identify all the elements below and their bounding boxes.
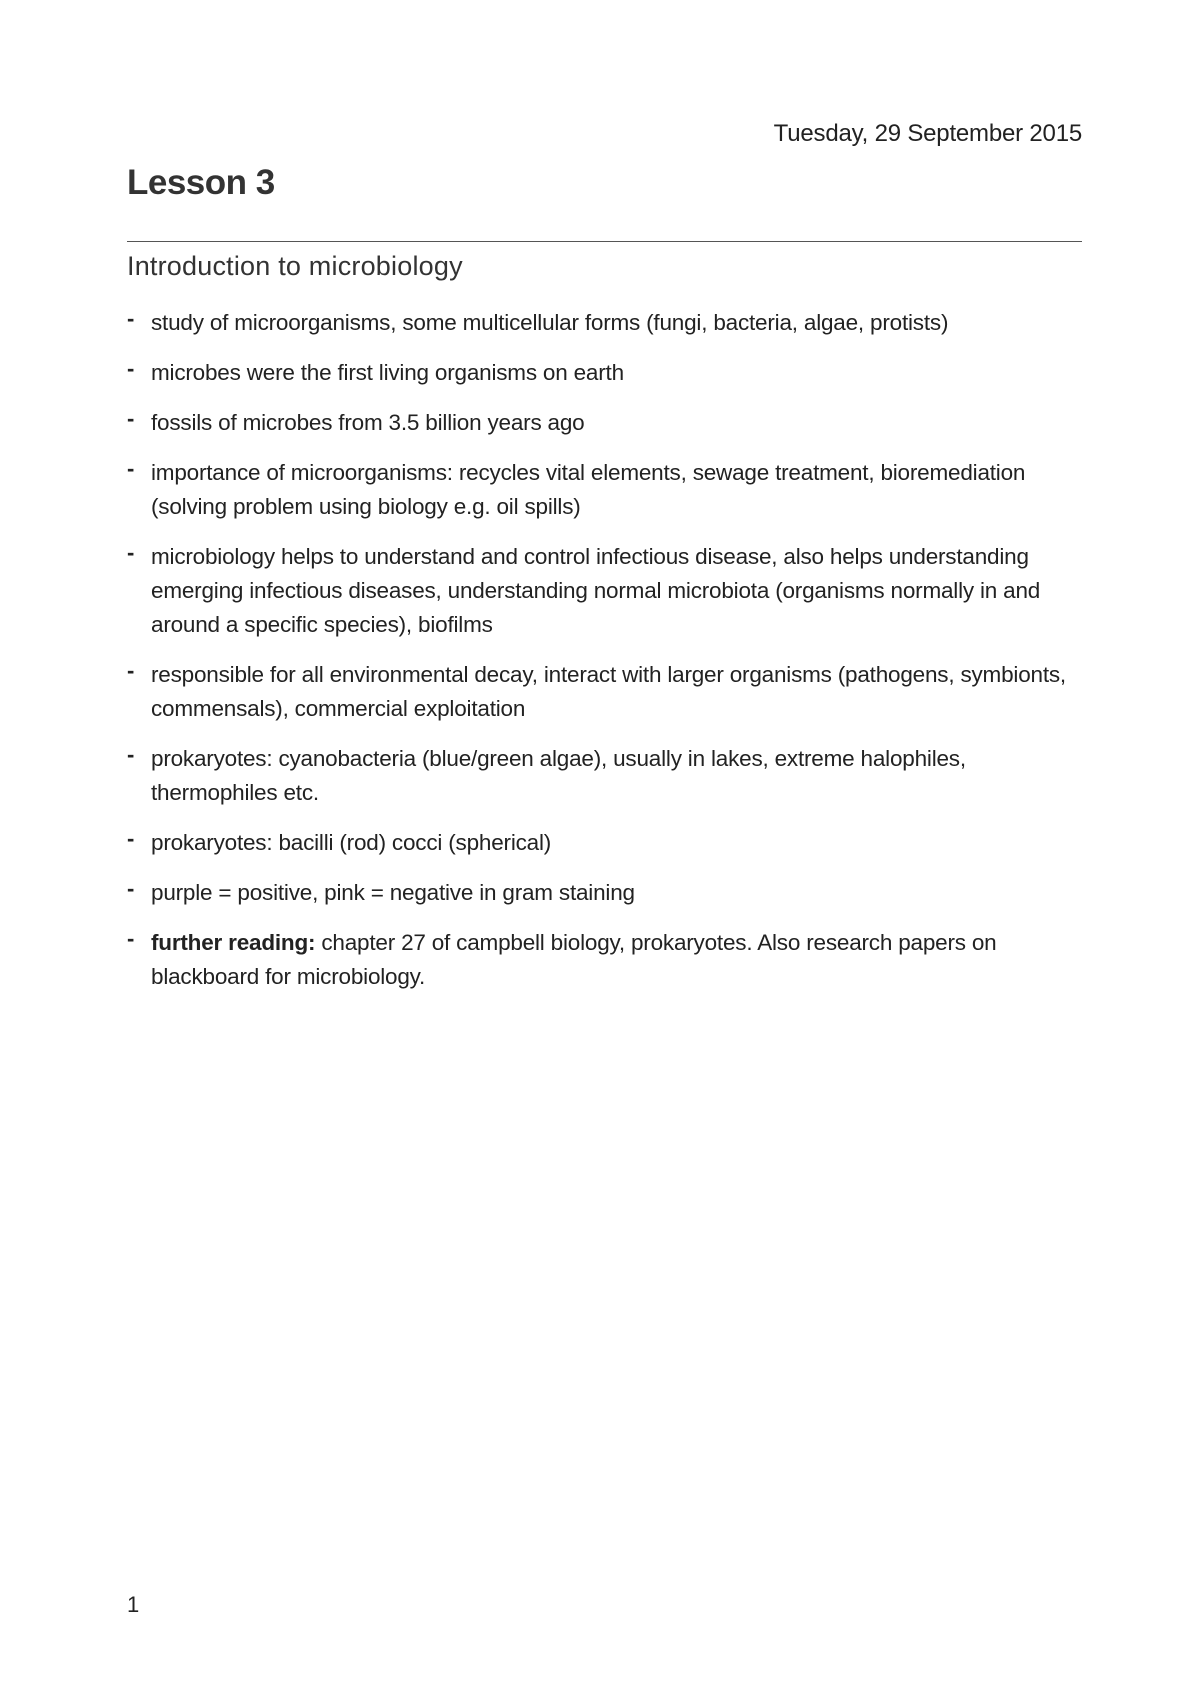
bullet-dash: - <box>127 926 135 951</box>
item-text: purple = positive, pink = negative in gram staining <box>151 880 635 905</box>
item-text: microbiology helps to understand and control infectious disease, also helps understanding emerging infectious diseases, understanding normal microbiota (organisms normally in and around a specific species), biofilms <box>151 544 1041 637</box>
list-item <box>127 456 1087 524</box>
bullet-dash: - <box>127 658 135 683</box>
page-title: Lesson 3 <box>127 163 275 202</box>
list-item <box>127 658 1087 726</box>
bullet-dash: - <box>127 826 135 851</box>
list-item <box>127 826 1087 860</box>
list-item <box>127 742 1087 810</box>
item-text: prokaryotes: cyanobacteria (blue/green algae), usually in lakes, extreme halophiles, thermophiles etc. <box>151 746 966 805</box>
list-item <box>127 876 1087 910</box>
title-divider <box>127 241 1082 242</box>
bullet-dash: - <box>127 456 135 481</box>
item-text: microbes were the first living organisms on earth <box>151 360 624 385</box>
notes-list <box>127 306 1087 1010</box>
list-item <box>127 356 1087 390</box>
item-text: responsible for all environmental decay, interact with larger organisms (pathogens, symbionts, commensals), commercial exploitation <box>151 662 1066 721</box>
bullet-dash: - <box>127 540 135 565</box>
list-item <box>127 306 1087 340</box>
item-text: study of microorganisms, some multicellular forms (fungi, bacteria, algae, protists) <box>151 310 949 335</box>
bullet-dash: - <box>127 876 135 901</box>
page-number: 1 <box>127 1592 140 1617</box>
item-text: chapter 27 of campbell biology, prokaryotes. Also research papers on blackboard for microbiology. <box>151 930 997 989</box>
bullet-dash: - <box>127 406 135 431</box>
list-item <box>127 926 1087 994</box>
section-heading: Introduction to microbiology <box>127 251 463 281</box>
item-text: fossils of microbes from 3.5 billion years ago <box>151 410 585 435</box>
list-item <box>127 406 1087 440</box>
bullet-dash: - <box>127 742 135 767</box>
bullet-dash: - <box>127 306 135 331</box>
bullet-dash: - <box>127 356 135 381</box>
item-text: prokaryotes: bacilli (rod) cocci (spherical) <box>151 830 552 855</box>
item-text: importance of microorganisms: recycles vital elements, sewage treatment, bioremediation (solving problem using biology e.g. oil spills) <box>151 460 1026 519</box>
date-label: Tuesday, 29 September 2015 <box>773 120 1082 147</box>
item-bold-label: further reading: <box>151 930 316 955</box>
list-item <box>127 540 1087 642</box>
